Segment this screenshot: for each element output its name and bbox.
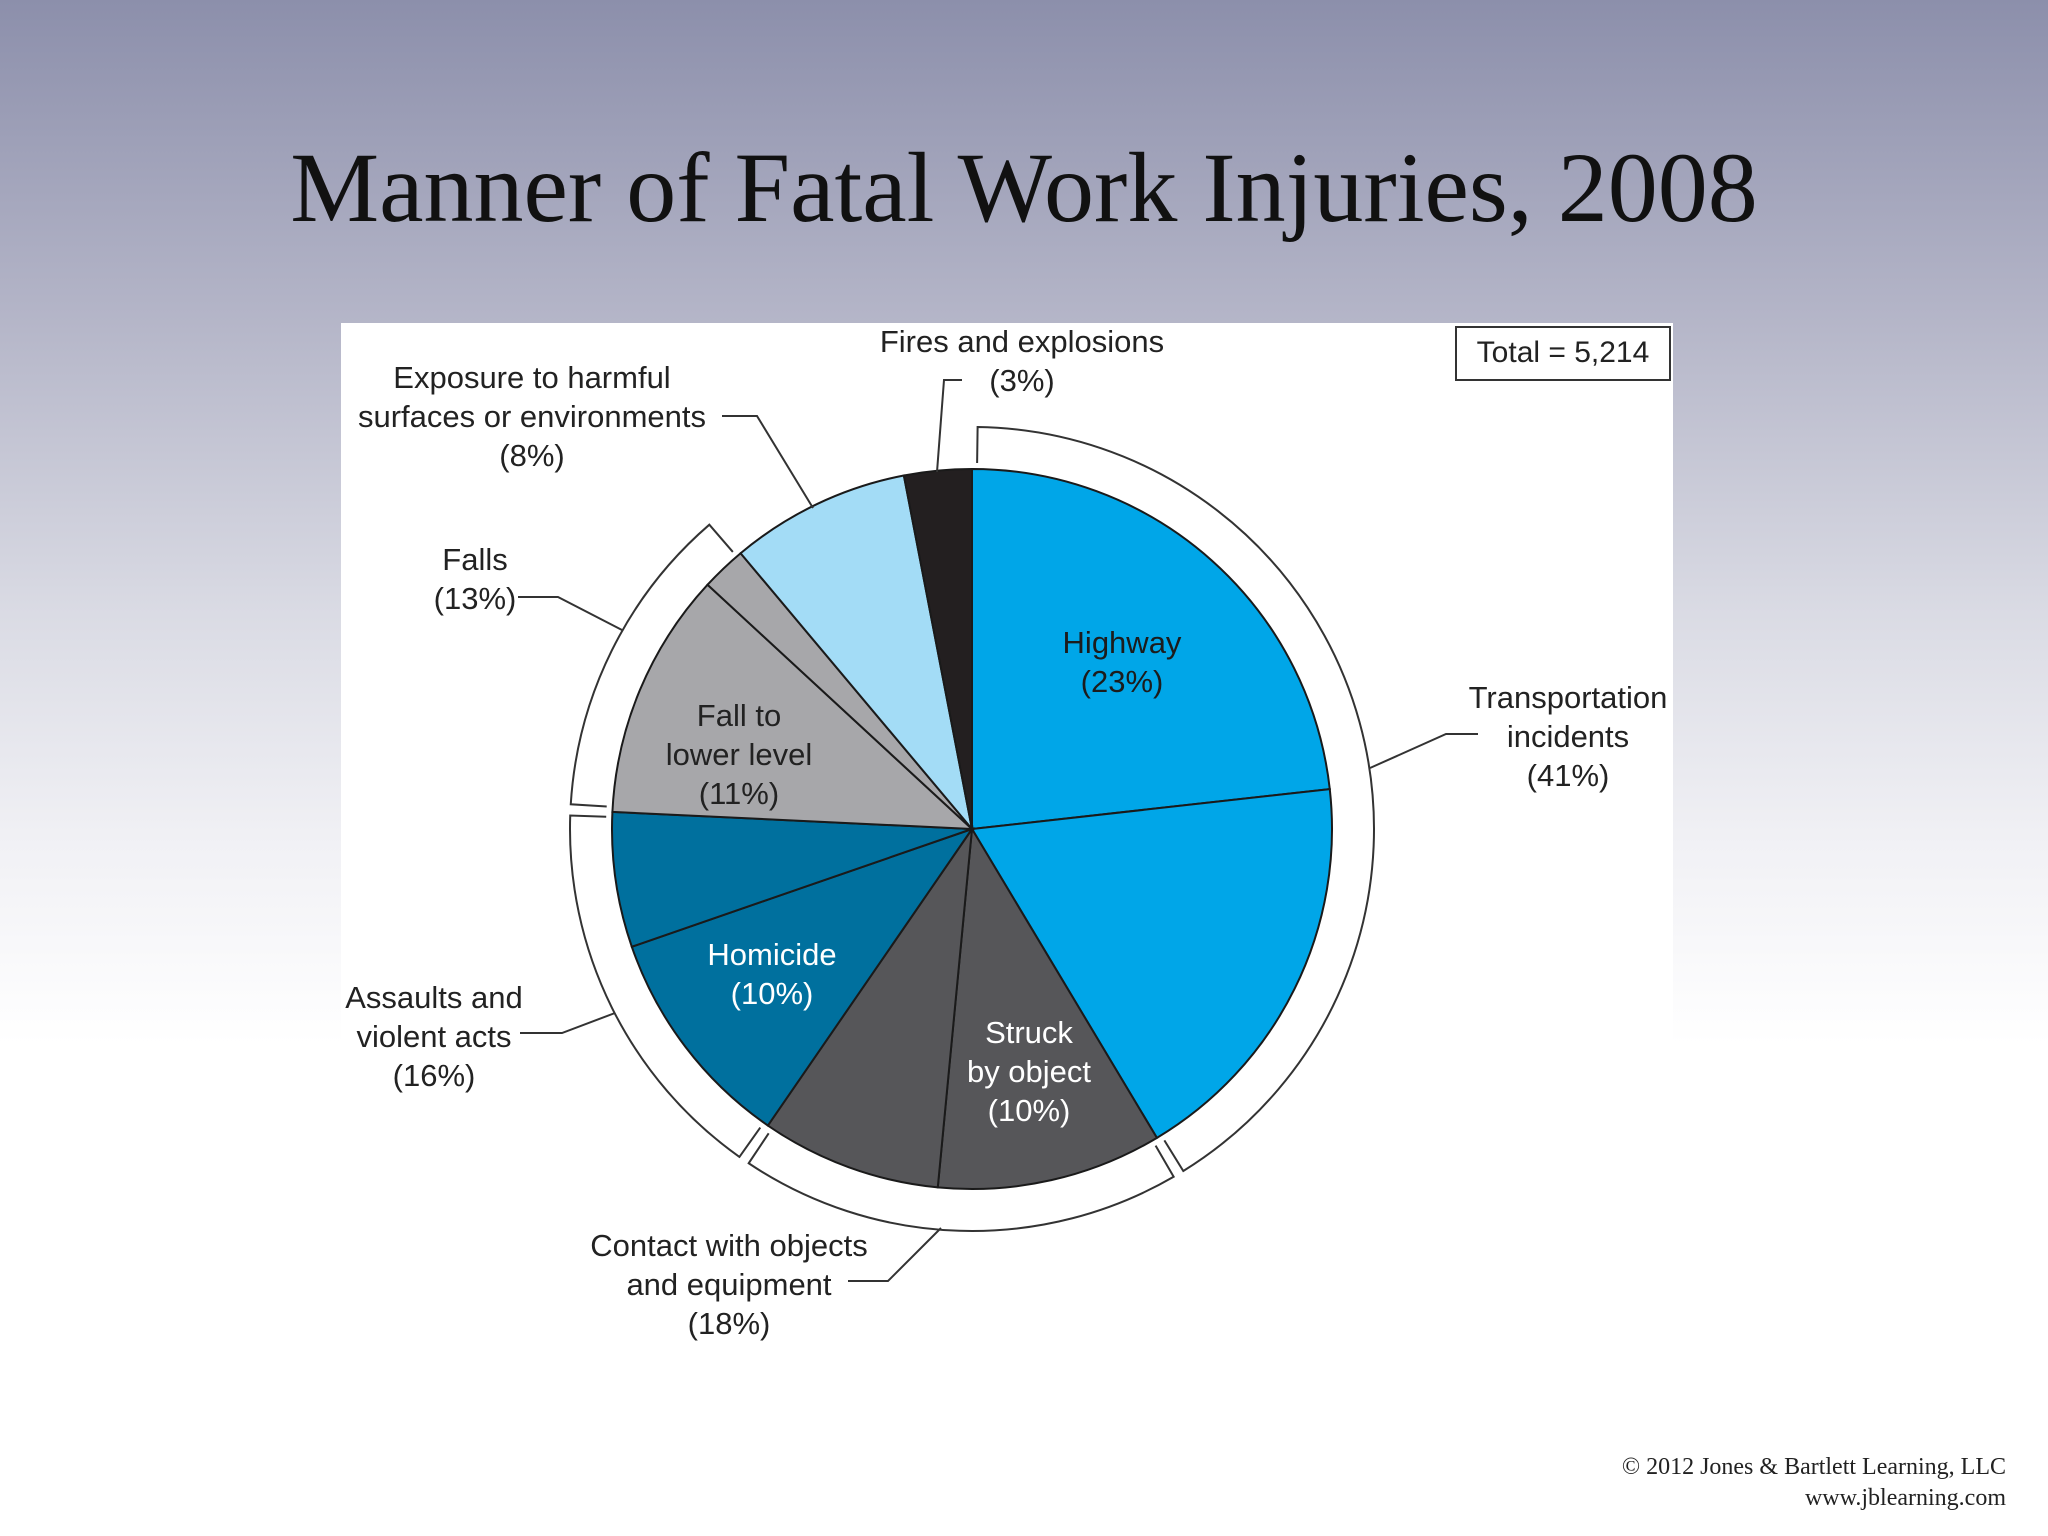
leader-falls	[518, 597, 622, 630]
slice-label-text: lower level	[665, 737, 813, 772]
slide-title: Manner of Fatal Work Injuries, 2008	[290, 132, 1758, 243]
slice-label-text: (10%)	[987, 1093, 1071, 1128]
outer-label-text: Exposure to harmful	[393, 360, 671, 395]
outer-label-text: (13%)	[433, 581, 517, 616]
leader-assaults	[520, 1013, 615, 1033]
outer-label-text: (8%)	[499, 438, 565, 473]
outer-label-text: Contact with objects	[590, 1228, 868, 1263]
outer-label-text: surfaces or environments	[357, 399, 707, 434]
outer-label-text: incidents	[1506, 719, 1630, 754]
outer-label-text: Transportation	[1468, 680, 1668, 715]
outer-label-text: and equipment	[626, 1267, 832, 1302]
outer-label-falls	[434, 542, 517, 616]
outer-label-transportation	[1469, 680, 1668, 793]
outer-label-text: Fires and explosions	[879, 324, 1165, 359]
slice-label-text: by object	[966, 1054, 1092, 1089]
total-label: Total = 5,214	[1476, 336, 1650, 369]
outer-label-text: (41%)	[1526, 758, 1610, 793]
outer-label-exposure	[358, 360, 706, 473]
credit-url: www.jblearning.com	[1804, 1485, 2006, 1511]
outer-label-text: (3%)	[989, 363, 1055, 398]
slice-label-text: (10%)	[730, 976, 814, 1011]
slice-label-text: Fall to	[696, 698, 782, 733]
slice-label-text: (11%)	[698, 776, 780, 811]
leader-transportation	[1370, 734, 1478, 768]
outer-label-assaults	[345, 980, 523, 1093]
copyright-credit	[1622, 1452, 2006, 1514]
credit-line: © 2012 Jones & Bartlett Learning, LLC	[1621, 1454, 2006, 1480]
outer-label-text: violent acts	[356, 1019, 512, 1054]
slice-label-text: Highway	[1062, 625, 1182, 660]
outer-label-text: (18%)	[687, 1306, 771, 1341]
leader-fires	[937, 380, 962, 472]
outer-label-contact	[590, 1228, 867, 1341]
leader-exposure	[722, 416, 813, 508]
slice-label-text: Homicide	[707, 937, 837, 972]
outer-label-fires	[880, 324, 1164, 398]
slice-label-text: (23%)	[1080, 664, 1164, 699]
outer-label-text: (16%)	[392, 1058, 476, 1093]
outer-label-text: Assaults and	[345, 980, 523, 1015]
outer-label-text: Falls	[442, 542, 508, 577]
slice-label-text: Struck	[985, 1015, 1073, 1050]
